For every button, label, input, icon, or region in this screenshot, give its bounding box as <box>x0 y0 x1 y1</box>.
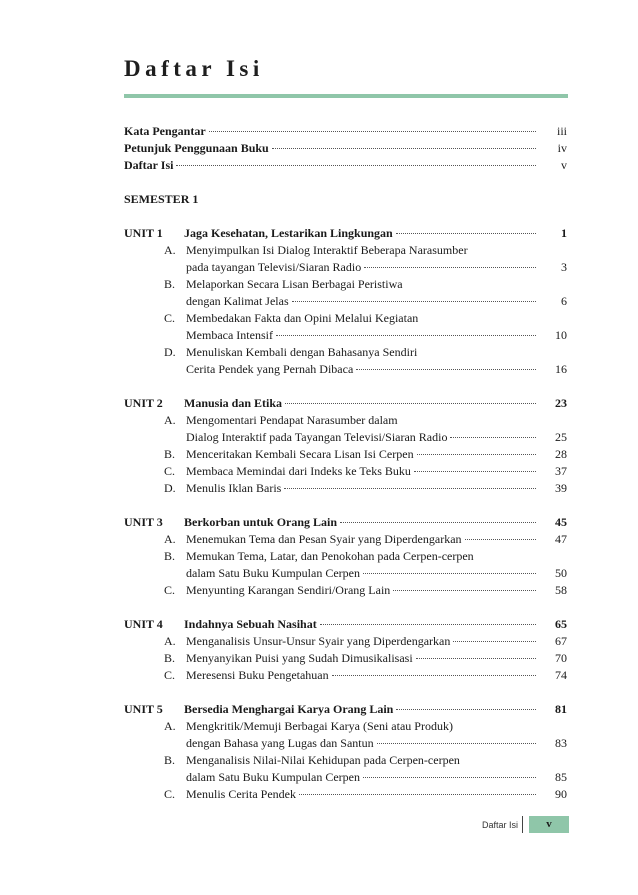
item-letter: C. <box>164 668 176 682</box>
toc-line <box>124 633 567 650</box>
toc-line <box>124 548 567 565</box>
toc-item-label <box>124 446 414 463</box>
toc-item-label <box>124 718 453 735</box>
title-underline <box>124 94 568 98</box>
page-number: 16 <box>555 362 567 376</box>
toc-line <box>124 667 567 684</box>
toc-item-label <box>124 531 462 548</box>
toc-line <box>124 310 567 327</box>
page-number: 58 <box>555 583 567 597</box>
unit-number: UNIT 5 <box>124 702 163 716</box>
toc-item-label <box>124 667 329 684</box>
item-text: Menulis Iklan Baris <box>186 481 282 495</box>
dot-leader <box>272 147 536 149</box>
spacer <box>124 174 567 191</box>
toc-item-label <box>124 650 413 667</box>
toc-line <box>124 786 567 803</box>
page-number: 65 <box>555 617 567 631</box>
toc-line <box>124 157 567 174</box>
item-text: Menyanyikan Puisi yang Sudah Dimusikalisasi <box>186 651 413 665</box>
unit-heading <box>124 701 567 718</box>
toc-line <box>124 582 567 599</box>
toc-line <box>124 259 567 276</box>
item-text: Mengomentari Pendapat Narasumber dalam <box>186 413 398 427</box>
item-text: Melaporkan Secara Lisan Berbagai Peristiwa <box>186 277 403 291</box>
toc-item-label <box>124 276 403 293</box>
dot-leader <box>450 436 536 438</box>
page-number: 37 <box>555 464 567 478</box>
item-letter: B. <box>164 651 176 665</box>
toc-line <box>124 769 567 786</box>
page-number: 70 <box>555 651 567 665</box>
item-text: dalam Satu Buku Kumpulan Cerpen <box>186 770 360 784</box>
toc-item-label <box>124 548 474 565</box>
dot-leader <box>176 164 536 166</box>
page-number: iii <box>556 124 567 138</box>
item-text: dengan Kalimat Jelas <box>186 294 289 308</box>
toc-item-label <box>124 310 418 327</box>
page-number: 45 <box>555 515 567 529</box>
semester-heading: SEMESTER 1 <box>124 192 199 206</box>
toc-line <box>124 242 567 259</box>
item-text: pada tayangan Televisi/Siaran Radio <box>186 260 362 274</box>
unit-number: UNIT 2 <box>124 396 163 410</box>
toc-line <box>124 123 567 140</box>
toc-item-label <box>124 344 417 361</box>
toc-line <box>124 412 567 429</box>
page-number: 50 <box>555 566 567 580</box>
dot-leader <box>377 742 536 744</box>
toc-line <box>124 276 567 293</box>
toc-line <box>124 531 567 548</box>
item-letter: A. <box>164 243 176 257</box>
toc-line <box>124 718 567 735</box>
footer-label: Daftar Isi <box>482 819 519 830</box>
unit-title: Manusia dan Etika <box>184 396 283 410</box>
page-number: 10 <box>555 328 567 342</box>
toc-item-label <box>124 786 296 803</box>
dot-leader <box>320 623 536 625</box>
item-text: Menulis Cerita Pendek <box>186 787 296 801</box>
item-letter: A. <box>164 413 176 427</box>
item-letter: A. <box>164 532 176 546</box>
dot-leader <box>417 453 536 455</box>
unit-number: UNIT 1 <box>124 226 163 240</box>
item-letter: C. <box>164 583 176 597</box>
dot-leader <box>363 572 536 574</box>
item-letter: B. <box>164 277 176 291</box>
dot-leader <box>416 657 536 659</box>
dot-leader <box>285 402 536 404</box>
item-letter: C. <box>164 787 176 801</box>
toc-line <box>124 361 567 378</box>
page-number: 3 <box>561 260 567 274</box>
page-number: 1 <box>561 226 567 240</box>
unit-title: Indahnya Sebuah Nasihat <box>184 617 317 631</box>
toc-line <box>124 735 567 752</box>
spacer <box>124 599 567 616</box>
item-letter: C. <box>164 464 176 478</box>
spacer <box>124 497 567 514</box>
toc-line <box>124 480 567 497</box>
dot-leader <box>356 368 536 370</box>
unit-number: UNIT 3 <box>124 515 163 529</box>
unit-heading <box>124 514 567 531</box>
page-footer <box>482 816 569 833</box>
toc-item-label <box>124 480 281 497</box>
page-title: Daftar Isi <box>124 56 264 81</box>
item-text: Meresensi Buku Pengetahuan <box>186 668 329 682</box>
dot-leader <box>276 334 536 336</box>
toc-line <box>124 327 567 344</box>
item-text: Membedakan Fakta dan Opini Melalui Kegiatan <box>186 311 419 325</box>
item-letter: B. <box>164 753 176 767</box>
unit-title: Bersedia Menghargai Karya Orang Lain <box>184 702 394 716</box>
dot-leader <box>332 674 536 676</box>
toc-line <box>124 446 567 463</box>
item-text: Menyimpulkan Isi Dialog Interaktif Beberapa Narasumber <box>186 243 468 257</box>
item-text: Membaca Intensif <box>186 328 273 342</box>
dot-leader <box>396 708 536 710</box>
toc-line <box>124 650 567 667</box>
dot-leader <box>292 300 536 302</box>
toc-item-label <box>124 633 450 650</box>
unit-title: Berkorban untuk Orang Lain <box>184 515 338 529</box>
page-number: v <box>561 158 567 172</box>
toc-line <box>124 429 567 446</box>
item-text: Menemukan Tema dan Pesan Syair yang Diperdengarkan <box>186 532 462 546</box>
toc-line <box>124 293 567 310</box>
unit-heading <box>124 225 567 242</box>
page-number: 6 <box>561 294 567 308</box>
footer-divider <box>522 816 523 833</box>
unit-heading <box>124 616 567 633</box>
toc-line <box>124 463 567 480</box>
page-number: 67 <box>555 634 567 648</box>
unit-number: UNIT 4 <box>124 617 163 631</box>
dot-leader <box>284 487 536 489</box>
item-text: Menyunting Karangan Sendiri/Orang Lain <box>186 583 391 597</box>
unit-title: Jaga Kesehatan, Lestarikan Lingkungan <box>184 226 393 240</box>
dot-leader <box>453 640 536 642</box>
dot-leader <box>299 793 536 795</box>
spacer <box>124 684 567 701</box>
dot-leader <box>465 538 536 540</box>
page-number: 81 <box>555 702 567 716</box>
item-letter: D. <box>164 481 176 495</box>
item-letter: A. <box>164 634 176 648</box>
item-letter: C. <box>164 311 176 325</box>
spacer <box>124 378 567 395</box>
item-text: Menganalisis Unsur-Unsur Syair yang Diperdengarkan <box>186 634 451 648</box>
dot-leader <box>396 232 536 234</box>
item-text: Memukan Tema, Latar, dan Penokohan pada Cerpen-cerpen <box>186 549 474 563</box>
page-number: 74 <box>555 668 567 682</box>
item-text: Menuliskan Kembali dengan Bahasanya Sendiri <box>186 345 418 359</box>
toc-line <box>124 344 567 361</box>
item-text: Menceritakan Kembali Secara Lisan Isi Cerpen <box>186 447 414 461</box>
unit-heading <box>124 395 567 412</box>
item-text: Mengkritik/Memuji Berbagai Karya (Seni atau Produk) <box>186 719 453 733</box>
dot-leader <box>363 776 536 778</box>
page-number: 28 <box>555 447 567 461</box>
page-number: 90 <box>555 787 567 801</box>
front-entry-label: Daftar Isi <box>124 158 174 172</box>
item-letter: D. <box>164 345 176 359</box>
item-text: Membaca Memindai dari Indeks ke Teks Buku <box>186 464 411 478</box>
front-entry-label: Petunjuk Penggunaan Buku <box>124 141 269 155</box>
item-text: Menganalisis Nilai-Nilai Kehidupan pada Cerpen-cerpen <box>186 753 460 767</box>
dot-leader <box>209 130 536 132</box>
page-number: 83 <box>555 736 567 750</box>
dot-leader <box>364 266 536 268</box>
toc-line <box>124 565 567 582</box>
page-number: 23 <box>555 396 567 410</box>
dot-leader <box>340 521 536 523</box>
item-letter: B. <box>164 549 176 563</box>
item-text: Dialog Interaktif pada Tayangan Televisi/Siaran Radio <box>186 430 448 444</box>
dot-leader <box>393 589 536 591</box>
item-letter: B. <box>164 447 176 461</box>
item-text: dalam Satu Buku Kumpulan Cerpen <box>186 566 360 580</box>
footer-page-number: v <box>529 816 569 833</box>
spacer <box>124 208 567 225</box>
page-number: 39 <box>555 481 567 495</box>
item-text: Cerita Pendek yang Pernah Dibaca <box>186 362 354 376</box>
page-number: iv <box>557 141 567 155</box>
page-number: 25 <box>555 430 567 444</box>
toc-item-label <box>124 242 468 259</box>
item-text: dengan Bahasa yang Lugas dan Santun <box>186 736 374 750</box>
toc-line <box>124 140 567 157</box>
front-entry-label: Kata Pengantar <box>124 124 206 138</box>
dot-leader <box>414 470 536 472</box>
page-number: 85 <box>555 770 567 784</box>
toc-line <box>124 752 567 769</box>
item-letter: A. <box>164 719 176 733</box>
toc-item-label <box>124 582 390 599</box>
toc-item-label <box>124 752 460 769</box>
page-number: 47 <box>555 532 567 546</box>
table-of-contents <box>124 123 567 803</box>
toc-item-label <box>124 463 411 480</box>
toc-item-label <box>124 412 398 429</box>
